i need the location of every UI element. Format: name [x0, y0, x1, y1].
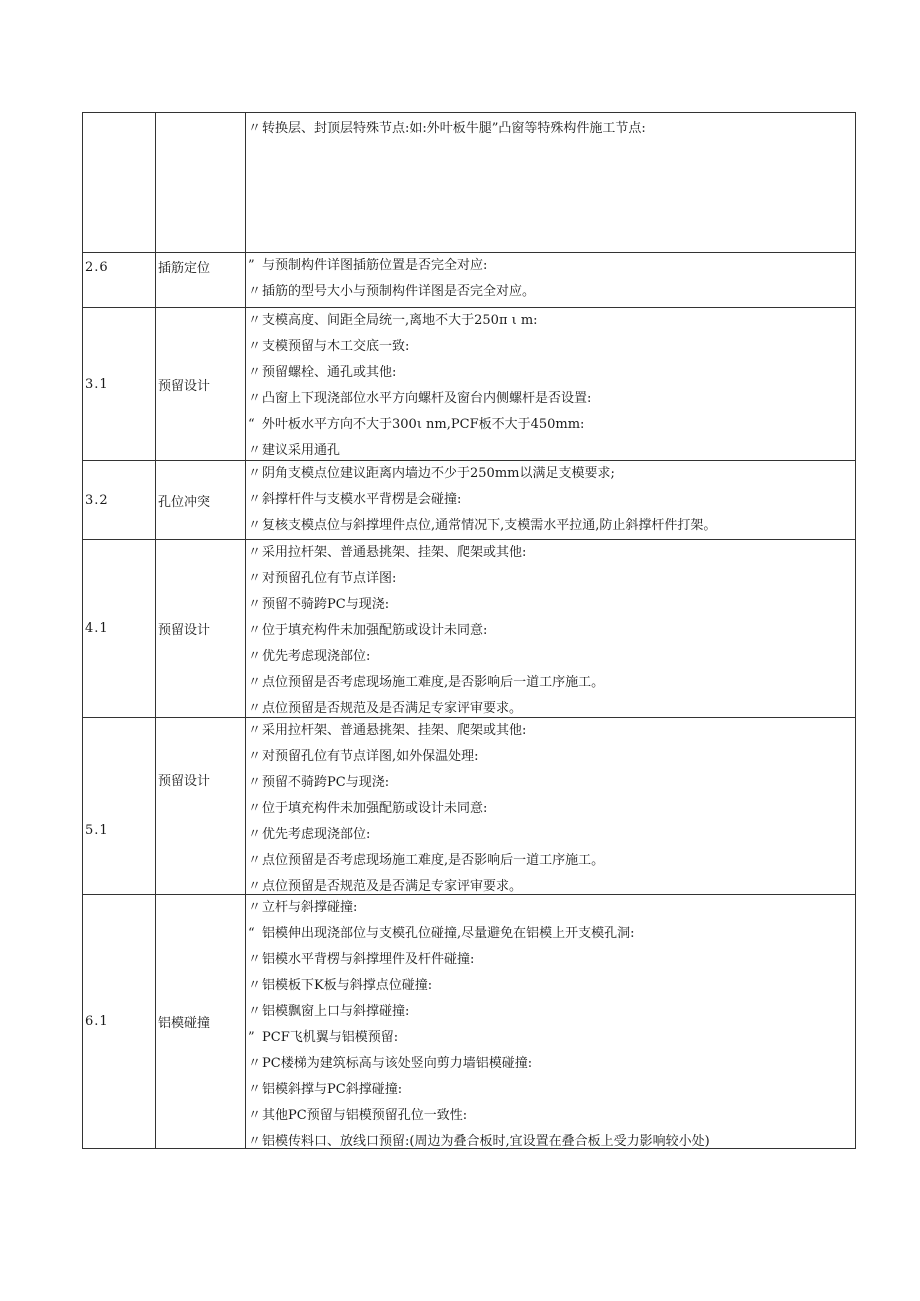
check-item: 〃预留不骑跨PC与现浇:	[248, 597, 390, 612]
check-items-cell	[246, 540, 856, 718]
check-item: 〃支模预留与木工交底一致:	[248, 339, 410, 354]
check-item: 〃优先考虑现浇部位:	[248, 827, 371, 842]
check-item: 〃复核支模点位与斜撑埋件点位,通常情况下,支模需水平拉通,防止斜撑杆件打架。	[248, 518, 717, 533]
item-number-cell: 6.1	[83, 895, 156, 1149]
check-item: 〃位于填充构件未加强配筋或设计未同意:	[248, 801, 488, 816]
check-item: 〃点位预留是否考虑现场施工难度,是否影响后一道工序施工。	[248, 853, 605, 868]
check-items-cell	[246, 113, 856, 253]
check-item: 〃铝模板下K板与斜撑点位碰撞:	[248, 978, 433, 993]
item-number-cell: 3.2	[83, 461, 156, 540]
check-items-cell	[246, 895, 856, 1149]
check-item: 〃预留螺栓、通孔或其他:	[248, 365, 397, 380]
check-item: 〃铝模飘窗上口与斜撑碰撞:	[248, 1004, 410, 1019]
check-item: 〃点位预留是否考虑现场施工难度,是否影响后一道工序施工。	[248, 675, 605, 690]
check-item: 〃建议采用通孔	[248, 443, 341, 458]
table-row	[83, 308, 856, 461]
check-item: 〃优先考虑现浇部位:	[248, 649, 371, 664]
check-item: 〃PC楼梯为建筑标高与该处竖向剪力墙铝模碰撞:	[248, 1056, 533, 1071]
check-item: 〃铝模斜撑与PC斜撑碰撞:	[248, 1082, 403, 1097]
check-item: 〃支模高度、间距全局统一,离地不大于250π ι m:	[248, 313, 538, 328]
construction-checklist-table	[82, 112, 856, 1149]
check-item: “ 外叶板水平方向不大于300ι nm,PCF板不大于450mm:	[248, 417, 585, 432]
check-item: ” 与预制构件详图插筋位置是否完全对应:	[248, 258, 488, 273]
check-item: 〃对预留孔位有节点详图,如外保温处理:	[248, 749, 479, 764]
item-number-cell: 5.1	[83, 718, 156, 895]
item-number-cell: 2.6	[83, 253, 156, 308]
item-number-cell: 4.1	[83, 540, 156, 718]
check-item: 〃点位预留是否规范及是否满足专家评审要求。	[248, 879, 523, 894]
table-row	[83, 253, 856, 308]
check-item: 〃铝模传料口、放线口预留:(周边为叠合板时,宜设置在叠合板上受力影响较小处)	[248, 1134, 710, 1148]
table-row	[83, 540, 856, 718]
category-cell: 孔位冲突	[156, 461, 246, 540]
table-row	[83, 461, 856, 540]
check-items-cell	[246, 461, 856, 540]
category-cell: 预留设计	[156, 718, 246, 895]
check-item: 〃阴角支模点位建议距离内墙边不少于250mm以满足支模要求;	[248, 466, 615, 481]
table-row	[83, 718, 856, 895]
check-items-cell	[246, 718, 856, 895]
category-cell: 铝模碰撞	[156, 895, 246, 1149]
check-item: 〃采用拉杆架、普通悬挑架、挂架、爬架或其他:	[248, 545, 527, 560]
table-row	[83, 113, 856, 253]
item-number-cell	[83, 113, 156, 253]
check-item: “ 铝模伸出现浇部位与支模孔位碰撞,尽量避免在铝模上开支模孔洞:	[248, 926, 635, 941]
check-item: 〃铝模水平背楞与斜撑埋件及杆件碰撞:	[248, 952, 475, 967]
check-item: 〃点位预留是否规范及是否满足专家评审要求。	[248, 701, 523, 716]
check-item: 〃凸窗上下现浇部位水平方向螺杆及窗台内侧螺杆是否设置:	[248, 391, 592, 406]
check-item: 〃插筋的型号大小与预制构件详图是否完全对应。	[248, 284, 536, 299]
check-item: 〃位于填充构件未加强配筋或设计未同意:	[248, 623, 488, 638]
check-items-cell	[246, 308, 856, 461]
check-item: 〃立杆与斜撑碰撞:	[248, 900, 358, 915]
check-item: 〃其他PC预留与铝模预留孔位一致性:	[248, 1108, 468, 1123]
check-item: 〃转换层、封顶层特殊节点:如:外叶板牛腿”凸窗等特殊构件施工节点:	[248, 121, 646, 136]
check-item: 〃预留不骑跨PC与现浇:	[248, 775, 390, 790]
check-items-cell	[246, 253, 856, 308]
category-cell: 预留设计	[156, 540, 246, 718]
check-item: 〃采用拉杆架、普通悬挑架、挂架、爬架或其他:	[248, 723, 527, 738]
category-cell: 预留设计	[156, 308, 246, 461]
check-item: 〃对预留孔位有节点详图:	[248, 571, 397, 586]
category-cell	[156, 113, 246, 253]
check-item: ” PCF飞机翼与铝模预留:	[248, 1030, 399, 1045]
table-row	[83, 895, 856, 1149]
check-item: 〃斜撑杆件与支模水平背楞是会碰撞:	[248, 492, 462, 507]
category-cell: 插筋定位	[156, 253, 246, 308]
item-number-cell: 3.1	[83, 308, 156, 461]
